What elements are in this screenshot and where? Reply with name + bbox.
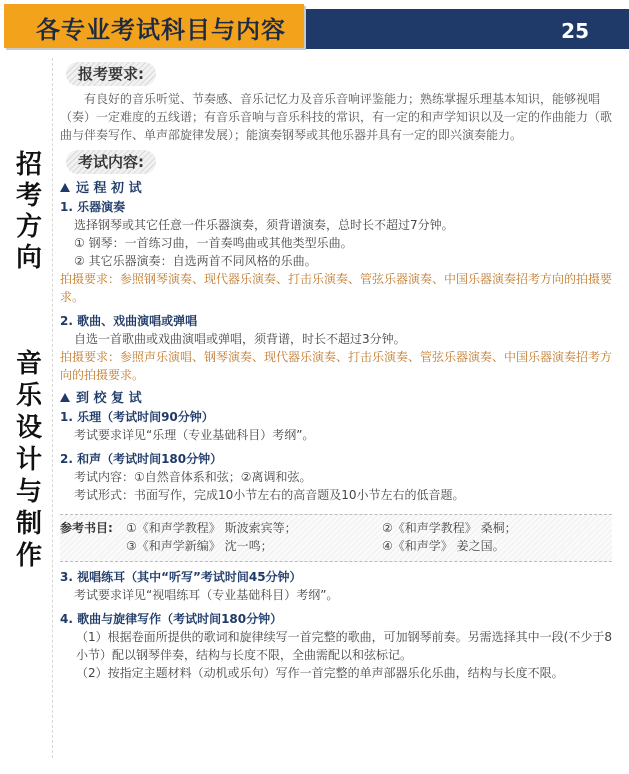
item-desc: 自选一首歌曲或戏曲演唱或弹唱，须背谱，时长不超过3分钟。 <box>74 332 406 346</box>
filming-note: 拍摄要求：参照声乐演唱、钢琴演奏、现代器乐演奏、打击乐演奏、管弦乐器演奏、中国乐器演奏招考方向的拍摄要求。 <box>60 350 613 382</box>
exam-heading: 考试内容: <box>66 150 156 174</box>
divider-line <box>52 58 53 758</box>
side-char: 招 <box>15 150 42 180</box>
page-number: 25 <box>561 19 589 43</box>
reference-label: 参考书目: <box>60 521 113 535</box>
item-content: 考试内容：①自然音体系和弦；②离调和弦。 <box>74 470 312 484</box>
stage-onsite <box>60 390 612 408</box>
side-char: 乐 <box>15 381 42 411</box>
reference-book: ②《和声学教程》 桑桐； <box>382 521 517 535</box>
side-char: 计 <box>15 445 42 475</box>
page-title: 各专业考试科目与内容 <box>36 16 286 44</box>
reference-book: ①《和声学教程》 斯波索宾等； <box>126 521 297 535</box>
item-sub: ① 钢琴：一首练习曲，一首奏鸣曲或其他类型乐曲。 <box>74 236 353 250</box>
side-char: 音 <box>15 349 42 379</box>
side-char: 制 <box>15 509 42 539</box>
side-char: 方 <box>15 212 42 242</box>
side-title-category <box>14 150 44 274</box>
side-char: 设 <box>15 413 42 443</box>
triangle-icon <box>60 393 70 402</box>
side-title-major <box>14 348 44 572</box>
reference-book: ③《和声学新编》 沈一鸣； <box>126 539 273 553</box>
triangle-icon <box>60 183 70 192</box>
item-form: 考试形式：书面写作，完成10小节左右的高音题及10小节左右的低音题。 <box>74 488 465 502</box>
header-bar <box>300 9 629 49</box>
item-title: 1. 乐理（考试时间90分钟） <box>60 410 214 424</box>
stage-remote <box>60 180 612 198</box>
item-desc: 考试要求详见“乐理（专业基础科目）考纲”。 <box>74 428 315 442</box>
reference-book: ④《和声学》 姜之国。 <box>382 539 505 553</box>
header-title-box <box>4 4 304 48</box>
item-paragraph: （1）根据卷面所提供的歌词和旋律续写一首完整的歌曲，可加钢琴前奏。另需选择其中一段(不少于8小节）配以钢琴伴奏，结构与长度不限，全曲需配以和弦标记。 <box>76 630 612 662</box>
item-title: 1. 乐器演奏 <box>60 200 126 214</box>
stage-title: 远 程 初 试 <box>76 181 142 196</box>
stage-title: 到 校 复 试 <box>76 391 142 406</box>
main-content <box>60 62 612 682</box>
side-char: 向 <box>15 243 42 273</box>
filming-note: 拍摄要求：参照钢琴演奏、现代器乐演奏、打击乐演奏、管弦乐器演奏、中国乐器演奏招考方向的拍摄要求。 <box>60 272 613 304</box>
item-paragraph: （2）按指定主题材料（动机或乐句）写作一首完整的单声部器乐化乐曲，结构与长度不限。 <box>76 666 564 680</box>
item-title: 3. 视唱练耳（其中“听写”考试时间45分钟） <box>60 570 302 584</box>
page-header <box>0 0 629 54</box>
item-title: 4. 歌曲与旋律写作（考试时间180分钟） <box>60 612 283 626</box>
side-char: 作 <box>15 541 42 571</box>
item-title: 2. 和声（考试时间180分钟） <box>60 452 223 466</box>
requirements-heading: 报考要求: <box>66 62 156 86</box>
reference-books <box>60 514 612 562</box>
item-sub: ② 其它乐器演奏：自选两首不同风格的乐曲。 <box>74 254 317 268</box>
side-char: 考 <box>15 181 42 211</box>
requirements-text: 有良好的音乐听觉、节奏感、音乐记忆力及音乐音响评鉴能力；熟练掌握乐理基本知识，能够视唱（奏）一定难度的五线谱；有音乐音响与音乐科技的常识，有一定的和声学知识以及一定的作曲能力（歌曲与伴奏写作、单声部旋律发展）；能演奏钢琴或其他乐器并具有一定的即兴演奏能力。 <box>60 92 613 142</box>
side-char: 与 <box>15 477 42 507</box>
item-title: 2. 歌曲、戏曲演唱或弹唱 <box>60 314 198 328</box>
item-desc: 选择钢琴或其它任意一件乐器演奏，须背谱演奏，总时长不超过7分钟。 <box>74 218 454 232</box>
item-desc: 考试要求详见“视唱练耳（专业基础科目）考纲”。 <box>74 588 339 602</box>
